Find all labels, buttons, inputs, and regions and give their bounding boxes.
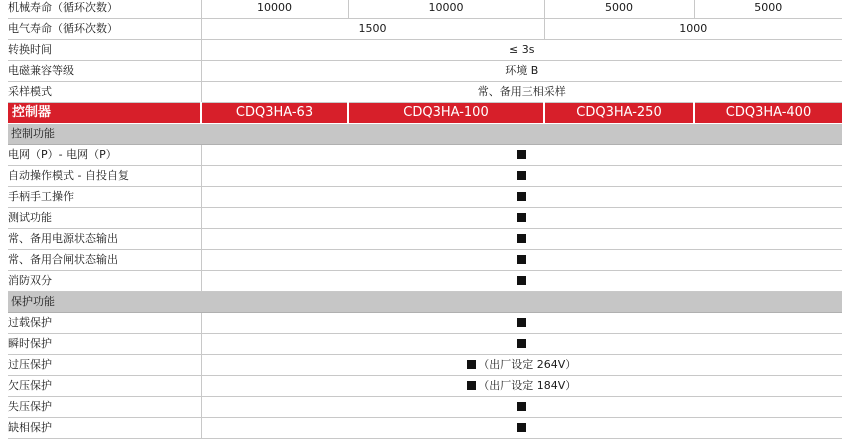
filled-square-icon xyxy=(517,213,526,222)
table-row xyxy=(8,166,842,187)
row-label: 采样模式 xyxy=(8,82,201,103)
model-63: CDQ3HA-63 xyxy=(201,103,348,124)
row-label: 电磁兼容等级 xyxy=(8,61,201,82)
row-label: 过载保护 xyxy=(8,313,201,334)
filled-square-icon xyxy=(467,381,476,390)
row-label: 手柄手工操作 xyxy=(8,187,201,208)
filled-square-icon xyxy=(517,423,526,432)
row-label: 电气寿命（循环次数） xyxy=(8,19,201,40)
value-100: 10000 xyxy=(348,0,544,19)
value-400: 5000 xyxy=(694,0,842,19)
row-label: 常、备用合闸状态输出 xyxy=(8,250,201,271)
row-label: 消防双分 xyxy=(8,271,201,292)
spec-table xyxy=(8,0,842,439)
row-label: 失压保护 xyxy=(8,397,201,418)
model-250: CDQ3HA-250 xyxy=(544,103,694,124)
row-value: ≤ 3s xyxy=(201,40,842,61)
row-label: 测试功能 xyxy=(8,208,201,229)
filled-square-icon xyxy=(517,318,526,327)
table-row xyxy=(8,208,842,229)
row-label: 自动操作模式 - 自投自复 xyxy=(8,166,201,187)
row-value: 环境 B xyxy=(201,61,842,82)
row-label: 常、备用电源状态输出 xyxy=(8,229,201,250)
table-row xyxy=(8,313,842,334)
row-label: 转换时间 xyxy=(8,40,201,61)
filled-square-icon xyxy=(517,402,526,411)
table-row xyxy=(8,250,842,271)
row-label: 电网（P）- 电网（P） xyxy=(8,145,201,166)
table-row xyxy=(8,397,842,418)
row-transfer-time xyxy=(8,40,842,61)
row-label: 机械寿命（循环次数） xyxy=(8,0,201,19)
value-large-frame: 1000 xyxy=(544,19,842,40)
table-row xyxy=(8,355,842,376)
value-250: 5000 xyxy=(544,0,694,19)
controller-header-row xyxy=(8,103,842,124)
factory-setting-note: （出厂设定 264V） xyxy=(478,358,577,371)
filled-square-icon xyxy=(517,276,526,285)
model-100: CDQ3HA-100 xyxy=(348,103,544,124)
section-title: 保护功能 xyxy=(8,292,842,313)
filled-square-icon xyxy=(517,255,526,264)
table-row xyxy=(8,229,842,250)
table-row xyxy=(8,334,842,355)
row-electrical-life xyxy=(8,19,842,40)
row-emc xyxy=(8,61,842,82)
row-mechanical-life xyxy=(8,0,842,19)
row-label: 瞬时保护 xyxy=(8,334,201,355)
table-row xyxy=(8,145,842,166)
factory-setting-note: （出厂设定 184V） xyxy=(478,379,577,392)
table-row xyxy=(8,418,842,439)
filled-square-icon xyxy=(517,150,526,159)
row-label: 缺相保护 xyxy=(8,418,201,439)
filled-square-icon xyxy=(517,339,526,348)
section-protection-functions xyxy=(8,292,842,313)
table-row xyxy=(8,271,842,292)
value-63: 10000 xyxy=(201,0,348,19)
table-row xyxy=(8,187,842,208)
row-value: 常、备用三相采样 xyxy=(201,82,842,103)
section-control-functions xyxy=(8,124,842,145)
row-label: 欠压保护 xyxy=(8,376,201,397)
filled-square-icon xyxy=(517,171,526,180)
value-small-frame: 1500 xyxy=(201,19,544,40)
row-sampling xyxy=(8,82,842,103)
table-row xyxy=(8,376,842,397)
section-title: 控制功能 xyxy=(8,124,842,145)
filled-square-icon xyxy=(517,192,526,201)
row-label: 过压保护 xyxy=(8,355,201,376)
controller-label: 控制器 xyxy=(8,103,201,124)
model-400: CDQ3HA-400 xyxy=(694,103,842,124)
filled-square-icon xyxy=(517,234,526,243)
filled-square-icon xyxy=(467,360,476,369)
